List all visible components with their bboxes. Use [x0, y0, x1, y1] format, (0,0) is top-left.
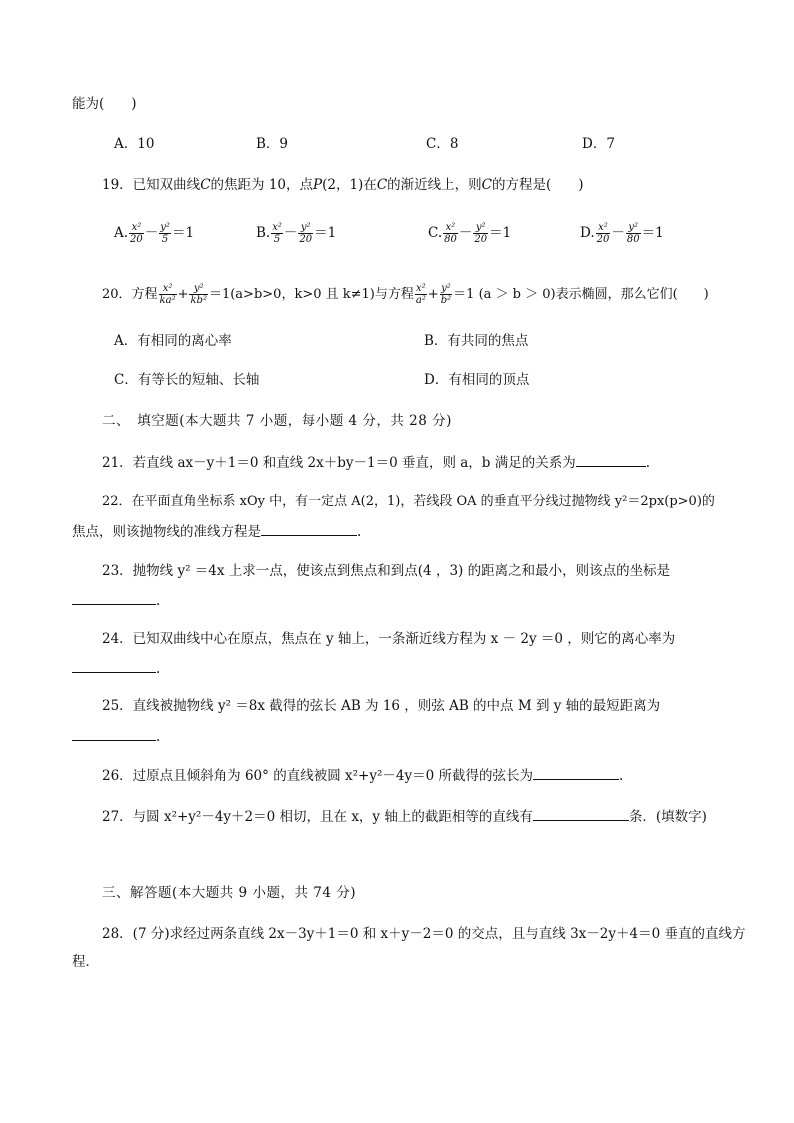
- q22-line-2: 焦点，则该抛物线的准线方程是 .: [72, 521, 361, 541]
- q20-option-d: D．有相同的顶点: [424, 372, 530, 388]
- q24-line-2: .: [72, 658, 160, 678]
- q18-option-b: B．9: [256, 136, 289, 152]
- section-2-heading: 二、 填空题(本大题共 7 小题，每小题 4 分，共 28 分): [102, 413, 452, 429]
- q19-option-d: D. $\frac{\text{x²}}{20}$ － $\frac{\text{y²}}{80}$ ＝1: [580, 222, 664, 245]
- q22-line-1: 22．在平面直角坐标系 xOy 中，有一定点 A(2，1)，若线段 OA 的垂直平分线过抛物线 y²＝2px(p>0)的: [102, 494, 715, 509]
- q20-option-b: B．有共同的焦点: [424, 333, 529, 349]
- q23-line-1: 23．抛物线 y² ＝4x 上求一点，使该点到焦点和到点(4 ，3) 的距离之和最小，则该点的坐标是: [102, 563, 671, 579]
- q26: 26．过原点且倾斜角为 60° 的直线被圆 x²+y²－4y＝0 所截得的弦长为 .: [102, 765, 623, 785]
- q23-line-2: .: [72, 590, 160, 610]
- q28-line-2: 程．: [72, 954, 99, 970]
- q19-option-c: C. $\frac{\text{x²}}{80}$ － $\frac{\text{y²}}{20}$ ＝1: [428, 222, 512, 245]
- q20-stem: 20．方程 $\frac{\text{x²}}{\text{ka²}}$ + $\frac{\text{y²}}{\text{kb²}}$ ＝1(a>b>0，k>0 且 k≠1)与方程 $\frac{\text{x²}}{\text{a²}}$ + $\frac{\text{y²}}{\text{b²}}$ ＝1 (a ＞ b ＞ 0)表示椭圆，那么它们( ): [102, 283, 709, 306]
- q24-line-1: 24．已知双曲线中心在原点，焦点在 y 轴上，一条渐近线方程为 x － 2y ＝0 ，则它的离心率为: [102, 631, 676, 647]
- q19-option-b: B. $\frac{\text{x²}}{5}$ － $\frac{\text{y²}}{20}$ ＝1: [256, 222, 337, 245]
- q18-option-d: D．7: [582, 136, 615, 152]
- q20-option-c: C．有等长的短轴、长轴: [114, 372, 260, 388]
- q20-option-a: A．有相同的离心率: [114, 333, 232, 349]
- q22-answer-blank[interactable]: [261, 521, 357, 536]
- q19-stem: 19．已知双曲线C的焦距为 10，点P(2，1)在C的渐近线上，则C的方程是( ): [102, 177, 584, 193]
- section-3-heading: 三、解答题(本大题共 9 小题，共 74 分): [102, 885, 356, 901]
- q28-line-1: 28．(7 分)求经过两条直线 2x－3y＋1＝0 和 x＋y－2＝0 的交点，且与直线 3x－2y＋4＝0 垂直的直线方: [102, 926, 746, 942]
- q27-answer-blank[interactable]: [533, 806, 629, 821]
- q25-line-1: 25．直线被抛物线 y² ＝8x 截得的弦长 AB 为 16 ，则弦 AB 的中点 M 到 y 轴的最短距离为: [102, 698, 661, 714]
- q21-answer-blank[interactable]: [576, 452, 646, 467]
- q27: 27．与圆 x²+y²－4y＋2＝0 相切，且在 x，y 轴上的截距相等的直线有 条．(填数字): [102, 806, 707, 826]
- q18-option-a: A．10: [114, 136, 155, 152]
- q25-line-2: .: [72, 726, 160, 746]
- q23-answer-blank[interactable]: [72, 590, 156, 605]
- q21: 21．若直线 ax－y＋1＝0 和直线 2x＋by－1＝0 垂直，则 a，b 满足的关系为 .: [102, 452, 650, 472]
- q18-option-c: C．8: [426, 136, 459, 152]
- question-17-tail: 能为( ): [72, 96, 137, 112]
- q24-answer-blank[interactable]: [72, 658, 156, 673]
- q26-answer-blank[interactable]: [533, 765, 619, 780]
- q19-option-a: A. $\frac{\text{x²}}{20}$ － $\frac{\text{y²}}{5}$ ＝1: [114, 222, 195, 245]
- q25-answer-blank[interactable]: [72, 726, 156, 741]
